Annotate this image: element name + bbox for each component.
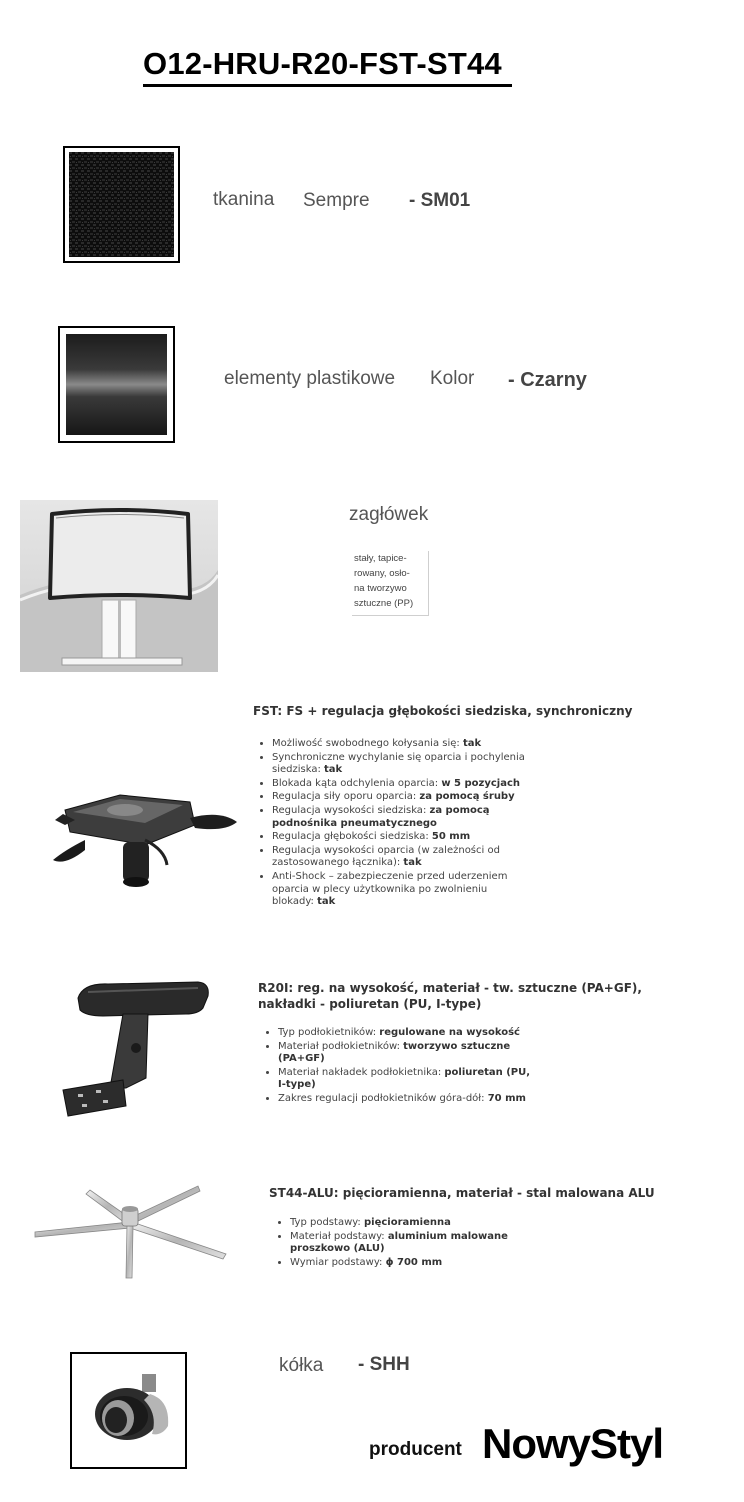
spec-item: • Regulacja wysokości oparcia (w zależności od zastosowanego łącznika): tak xyxy=(272,845,526,870)
castor-image xyxy=(72,1354,185,1467)
spec-item: • Regulacja głębokości siedziska: 50 mm xyxy=(272,831,526,844)
headrest-label: zagłówek xyxy=(349,504,429,525)
fabric-swatch xyxy=(63,146,180,263)
fabric-name: Sempre xyxy=(303,190,370,211)
plastic-name: Kolor xyxy=(430,368,475,389)
headrest-desc-line: stały, tapice- xyxy=(354,553,407,564)
castor-swatch xyxy=(70,1352,187,1469)
base-specs xyxy=(272,1217,522,1270)
headrest-desc-line: na tworzywo xyxy=(354,583,407,594)
spec-item: • Anti-Shock – zabezpieczenie przed uderzeniem oparcia w plecy użytkownika po zwolnieniu blokady: tak xyxy=(272,871,526,909)
headrest-description xyxy=(352,551,429,616)
spec-item: • Wymiar podstawy: ϕ 700 mm xyxy=(290,1257,522,1270)
headrest-desc-line: sztuczne (PP) xyxy=(354,598,414,609)
castor-label: kółka xyxy=(279,1355,324,1376)
brand-logo: NowyStyl xyxy=(482,1420,664,1467)
page-title: O12-HRU-R20-FST-ST44 xyxy=(143,44,512,87)
plastic-sample xyxy=(66,334,167,435)
mechanism-image xyxy=(45,790,240,890)
spec-item: • Regulacja wysokości siedziska: za pomocą podnośnika pneumatycznego xyxy=(272,805,526,830)
plastic-swatch xyxy=(58,326,175,443)
castor-code: - SHH xyxy=(358,1354,410,1375)
base-image xyxy=(30,1178,230,1283)
spec-item: • Materiał nakładek podłokietnika: poliuretan (PU, I-type) xyxy=(278,1067,532,1092)
spec-item: • Materiał podłokietników: tworzywo sztuczne (PA+GF) xyxy=(278,1041,532,1066)
fabric-texture xyxy=(69,152,174,257)
base-heading: ST44-ALU: pięcioramienna, materiał - stal malowana ALU xyxy=(269,1186,655,1200)
spec-item: • Regulacja siły oporu oparcia: za pomocą śruby xyxy=(272,791,526,804)
producer-label: producent xyxy=(369,1439,462,1460)
spec-item: • Synchroniczne wychylanie się oparcia i pochylenia siedziska: tak xyxy=(272,752,526,777)
spec-item: • Blokada kąta odchylenia oparcia: w 5 pozycjach xyxy=(272,778,526,791)
plastic-code: - Czarny xyxy=(508,369,587,391)
spec-item: • Typ podłokietników: regulowane na wysokość xyxy=(278,1027,532,1040)
spec-item: • Możliwość swobodnego kołysania się: tak xyxy=(272,738,526,751)
plastic-label: elementy plastikowe xyxy=(224,368,396,389)
mechanism-heading: FST: FS + regulacja głębokości siedziska, synchroniczny xyxy=(253,704,633,718)
spec-item: • Zakres regulacji podłokietników góra-dół: 70 mm xyxy=(278,1093,532,1106)
spec-item: • Typ podstawy: pięcioramienna xyxy=(290,1217,522,1230)
spec-item: • Materiał podstawy: aluminium malowane proszkowo (ALU) xyxy=(290,1231,522,1256)
headrest-image xyxy=(20,500,218,672)
fabric-label: tkanina xyxy=(213,189,275,210)
armrest-image xyxy=(48,978,218,1123)
armrest-specs xyxy=(260,1027,532,1107)
fabric-code: - SM01 xyxy=(409,190,471,211)
mechanism-specs xyxy=(254,738,526,910)
armrest-heading: R20I: reg. na wysokość, materiał - tw. sztuczne (PA+GF), nakładki - poliuretan (PU, I-type) xyxy=(258,981,642,1011)
headrest-desc-line: rowany, osło- xyxy=(354,568,410,579)
